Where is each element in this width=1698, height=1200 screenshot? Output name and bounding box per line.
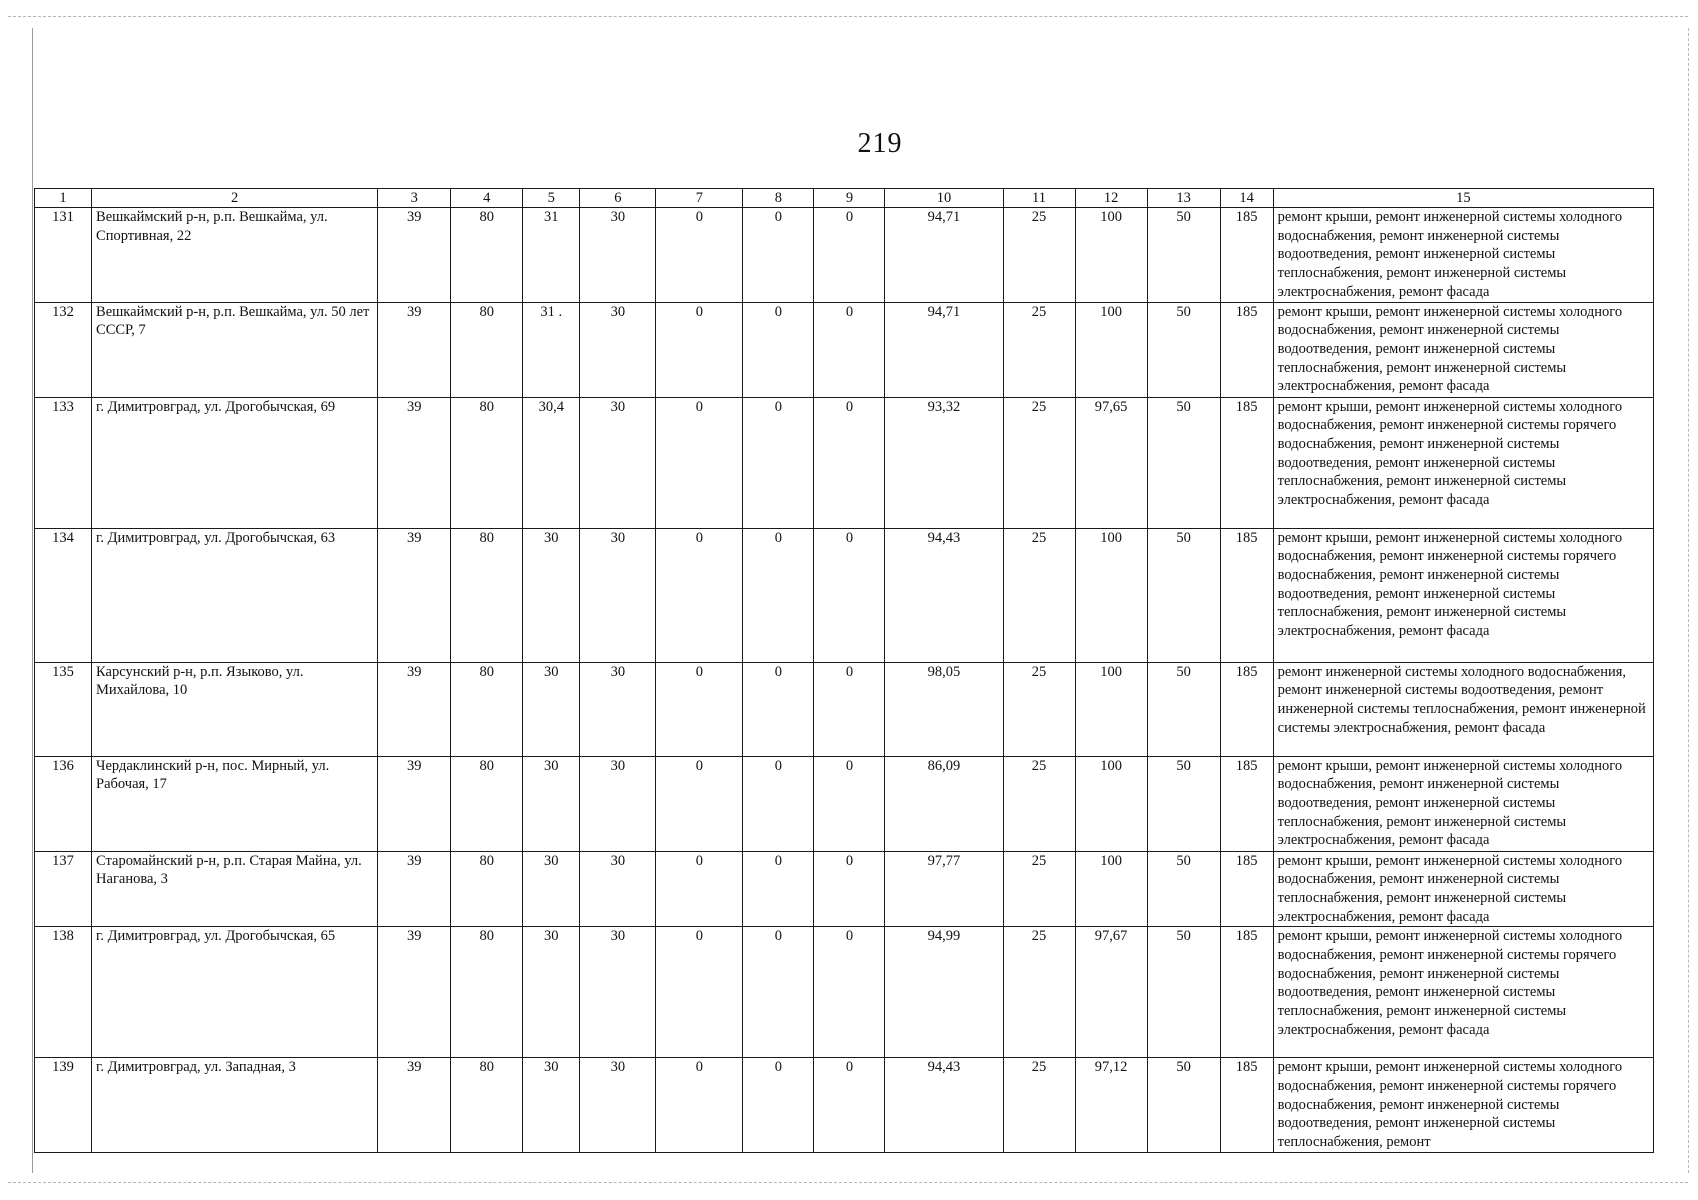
value-cell: 30 [580,208,656,303]
value-cell: 39 [378,1058,451,1153]
works-description-cell: ремонт крыши, ремонт инженерной системы холодного водоснабжения, ремонт инженерной системы водоотведения, ремонт инженерной системы теплоснабжения, ремонт инженерной системы электроснабжения, ремонт фасада [1273,756,1653,851]
value-cell: 185 [1220,1058,1273,1153]
value-cell: 30 [580,662,656,756]
value-cell: 30 [580,851,656,927]
value-cell: 0 [656,302,743,397]
column-header: 13 [1147,189,1220,208]
row-number-cell: 131 [35,208,92,303]
value-cell: 0 [743,528,814,662]
works-description-cell: ремонт крыши, ремонт инженерной системы холодного водоснабжения, ремонт инженерной системы водоотведения, ремонт инженерной системы теплоснабжения, ремонт инженерной системы электроснабжения, ремонт фасада [1273,302,1653,397]
value-cell: 185 [1220,756,1273,851]
address-cell: Вешкаймский р-н, р.п. Вешкайма, ул. Спортивная, 22 [92,208,378,303]
value-cell: 30 [523,528,580,662]
address-cell: Карсунский р-н, р.п. Языково, ул. Михайлова, 10 [92,662,378,756]
value-cell: 80 [451,756,523,851]
address-cell: Старомайнский р-н, р.п. Старая Майна, ул. Наганова, 3 [92,851,378,927]
value-cell: 25 [1003,756,1075,851]
row-number-cell: 134 [35,528,92,662]
value-cell: 97,65 [1075,397,1147,528]
value-cell: 0 [743,662,814,756]
column-number-header-row [35,189,1654,208]
value-cell: 30,4 [523,397,580,528]
value-cell: 0 [656,397,743,528]
value-cell: 25 [1003,397,1075,528]
value-cell: 25 [1003,208,1075,303]
value-cell: 39 [378,528,451,662]
column-header: 5 [523,189,580,208]
value-cell: 25 [1003,528,1075,662]
address-cell: г. Димитровград, ул. Дрогобычская, 65 [92,927,378,1058]
value-cell: 25 [1003,1058,1075,1153]
value-cell: 39 [378,756,451,851]
row-number-cell: 136 [35,756,92,851]
table-row [35,302,1654,397]
row-number-cell: 139 [35,1058,92,1153]
table-row [35,1058,1654,1153]
row-number-cell: 135 [35,662,92,756]
value-cell: 0 [656,927,743,1058]
works-description-cell: ремонт крыши, ремонт инженерной системы холодного водоснабжения, ремонт инженерной системы теплоснабжения, ремонт инженерной системы электроснабжения, ремонт фасада [1273,851,1653,927]
value-cell: 185 [1220,662,1273,756]
table-row [35,662,1654,756]
value-cell: 94,99 [885,927,1003,1058]
column-header: 9 [814,189,885,208]
value-cell: 50 [1147,528,1220,662]
value-cell: 0 [814,927,885,1058]
value-cell: 0 [743,756,814,851]
works-description-cell: ремонт крыши, ремонт инженерной системы холодного водоснабжения, ремонт инженерной системы водоотведения, ремонт инженерной системы теплоснабжения, ремонт инженерной системы электроснабжения, ремонт фасада [1273,208,1653,303]
value-cell: 97,12 [1075,1058,1147,1153]
value-cell: 97,77 [885,851,1003,927]
value-cell: 30 [523,851,580,927]
value-cell: 0 [814,662,885,756]
works-description-cell: ремонт крыши, ремонт инженерной системы холодного водоснабжения, ремонт инженерной системы горячего водоснабжения, ремонт инженерной системы водоотведения, ремонт инженерной системы теплоснабжения, ремонт инженерной системы электроснабжения, ремонт фасада [1273,528,1653,662]
value-cell: 50 [1147,756,1220,851]
value-cell: 39 [378,302,451,397]
value-cell: 0 [656,662,743,756]
column-header: 15 [1273,189,1653,208]
row-number-cell: 138 [35,927,92,1058]
address-cell: Вешкаймский р-н, р.п. Вешкайма, ул. 50 лет СССР, 7 [92,302,378,397]
column-header: 14 [1220,189,1273,208]
value-cell: 30 [580,1058,656,1153]
value-cell: 80 [451,1058,523,1153]
works-description-cell: ремонт крыши, ремонт инженерной системы холодного водоснабжения, ремонт инженерной системы горячего водоснабжения, ремонт инженерной системы водоотведения, ремонт инженерной системы теплоснабжения, ремонт инженерной системы электроснабжения, ремонт фасада [1273,927,1653,1058]
value-cell: 94,43 [885,1058,1003,1153]
value-cell: 50 [1147,927,1220,1058]
address-cell: г. Димитровград, ул. Западная, 3 [92,1058,378,1153]
housing-repair-register-table [34,188,1654,1153]
value-cell: 0 [656,851,743,927]
value-cell: 30 [580,397,656,528]
value-cell: 25 [1003,302,1075,397]
value-cell: 25 [1003,927,1075,1058]
value-cell: 39 [378,927,451,1058]
value-cell: 39 [378,662,451,756]
value-cell: 0 [656,756,743,851]
value-cell: 94,71 [885,302,1003,397]
value-cell: 0 [743,302,814,397]
value-cell: 0 [656,208,743,303]
row-number-cell: 137 [35,851,92,927]
table-row [35,851,1654,927]
column-header: 4 [451,189,523,208]
value-cell: 93,32 [885,397,1003,528]
works-description-cell: ремонт крыши, ремонт инженерной системы холодного водоснабжения, ремонт инженерной системы горячего водоснабжения, ремонт инженерной системы водоотведения, ремонт инженерной системы теплоснабжения, ремонт [1273,1058,1653,1153]
value-cell: 94,43 [885,528,1003,662]
value-cell: 30 [523,1058,580,1153]
value-cell: 0 [814,528,885,662]
column-header: 10 [885,189,1003,208]
value-cell: 0 [656,1058,743,1153]
scan-edge-bottom [8,1182,1688,1183]
value-cell: 30 [580,302,656,397]
value-cell: 100 [1075,528,1147,662]
value-cell: 185 [1220,851,1273,927]
table-row [35,756,1654,851]
value-cell: 80 [451,397,523,528]
value-cell: 0 [743,397,814,528]
value-cell: 25 [1003,662,1075,756]
value-cell: 80 [451,208,523,303]
value-cell: 100 [1075,302,1147,397]
value-cell: 97,67 [1075,927,1147,1058]
value-cell: 39 [378,397,451,528]
row-number-cell: 132 [35,302,92,397]
value-cell: 0 [743,927,814,1058]
table-row [35,397,1654,528]
value-cell: 50 [1147,851,1220,927]
value-cell: 0 [814,851,885,927]
value-cell: 0 [814,302,885,397]
address-cell: г. Димитровград, ул. Дрогобычская, 69 [92,397,378,528]
works-description-cell: ремонт крыши, ремонт инженерной системы холодного водоснабжения, ремонт инженерной системы горячего водоснабжения, ремонт инженерной системы водоотведения, ремонт инженерной системы теплоснабжения, ремонт инженерной системы электроснабжения, ремонт фасада [1273,397,1653,528]
works-description-cell: ремонт инженерной системы холодного водоснабжения, ремонт инженерной системы водоотведения, ремонт инженерной системы теплоснабжения, ремонт инженерной системы электроснабжения, ремонт фасада [1273,662,1653,756]
value-cell: 80 [451,302,523,397]
value-cell: 185 [1220,397,1273,528]
value-cell: 31 [523,208,580,303]
value-cell: 50 [1147,662,1220,756]
value-cell: 50 [1147,1058,1220,1153]
table-row [35,208,1654,303]
value-cell: 30 [523,662,580,756]
value-cell: 50 [1147,208,1220,303]
column-header: 7 [656,189,743,208]
value-cell: 185 [1220,528,1273,662]
column-header: 6 [580,189,656,208]
value-cell: 30 [523,927,580,1058]
page-number: 219 [857,128,903,159]
table-row [35,927,1654,1058]
value-cell: 185 [1220,208,1273,303]
value-cell: 100 [1075,756,1147,851]
column-header: 12 [1075,189,1147,208]
value-cell: 80 [451,528,523,662]
value-cell: 30 [580,927,656,1058]
column-header: 8 [743,189,814,208]
column-header: 3 [378,189,451,208]
value-cell: 100 [1075,662,1147,756]
value-cell: 86,09 [885,756,1003,851]
address-cell: г. Димитровград, ул. Дрогобычская, 63 [92,528,378,662]
value-cell: 80 [451,851,523,927]
value-cell: 185 [1220,302,1273,397]
scan-edge-top [8,16,1688,17]
value-cell: 25 [1003,851,1075,927]
value-cell: 80 [451,662,523,756]
table-row [35,528,1654,662]
value-cell: 80 [451,927,523,1058]
value-cell: 30 [580,756,656,851]
value-cell: 100 [1075,208,1147,303]
address-cell: Чердаклинский р-н, пос. Мирный, ул. Рабочая, 17 [92,756,378,851]
value-cell: 0 [743,1058,814,1153]
value-cell: 39 [378,208,451,303]
value-cell: 31 . [523,302,580,397]
value-cell: 0 [743,208,814,303]
value-cell: 185 [1220,927,1273,1058]
column-header: 2 [92,189,378,208]
value-cell: 0 [656,528,743,662]
value-cell: 39 [378,851,451,927]
value-cell: 30 [523,756,580,851]
value-cell: 50 [1147,302,1220,397]
value-cell: 50 [1147,397,1220,528]
row-number-cell: 133 [35,397,92,528]
column-header: 11 [1003,189,1075,208]
column-header: 1 [35,189,92,208]
value-cell: 0 [814,756,885,851]
value-cell: 0 [814,397,885,528]
value-cell: 100 [1075,851,1147,927]
value-cell: 0 [814,1058,885,1153]
value-cell: 94,71 [885,208,1003,303]
value-cell: 98,05 [885,662,1003,756]
value-cell: 30 [580,528,656,662]
value-cell: 0 [814,208,885,303]
value-cell: 0 [743,851,814,927]
